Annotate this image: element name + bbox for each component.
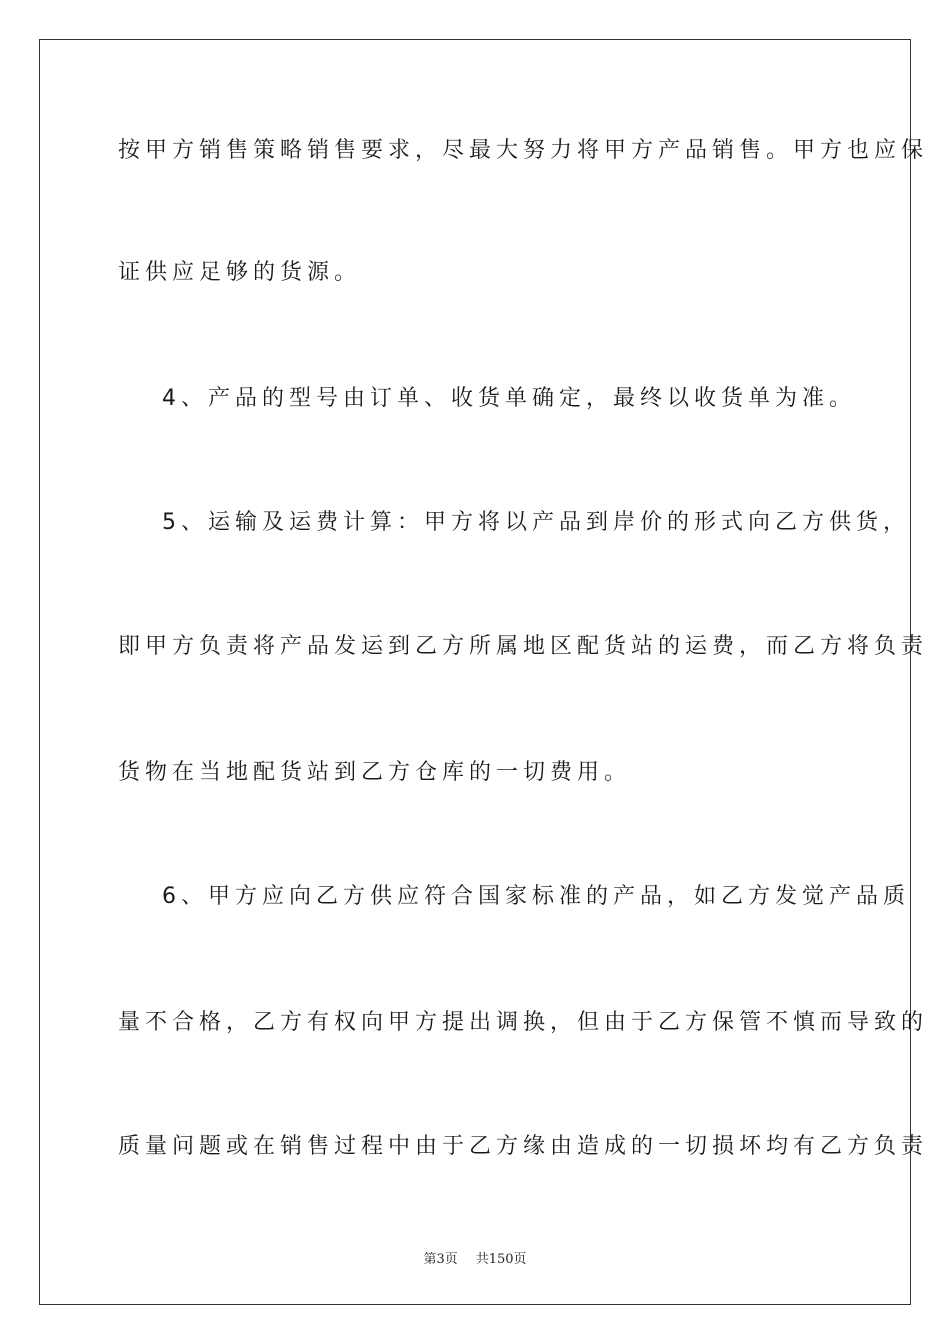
body-line-5: 即甲方负责将产品发运到乙方所属地区配货站的运费，而乙方将负责 (118, 634, 929, 659)
body-line-4: 5、运输及运费计算：甲方将以产品到岸价的形式向乙方供货， (162, 510, 910, 535)
body-line-6: 货物在当地配货站到乙方仓库的一切费用。 (118, 760, 632, 785)
page-number: 第3页 (423, 1252, 458, 1267)
body-line-3: 4、产品的型号由订单、收货单确定，最终以收货单为准。 (162, 386, 856, 411)
page-border (39, 39, 929, 1305)
body-line-1: 按甲方销售策略销售要求，尽最大努力将甲方产品销售。甲方也应保 (118, 138, 929, 163)
body-line-9: 质量问题或在销售过程中由于乙方缘由造成的一切损坏均有乙方负责 (118, 1134, 929, 1159)
body-line-2: 证供应足够的货源。 (118, 260, 362, 285)
page-total: 共150页 (475, 1252, 527, 1267)
page-footer (0, 1248, 950, 1267)
body-line-8: 量不合格，乙方有权向甲方提出调换，但由于乙方保管不慎而导致的 (118, 1010, 929, 1035)
body-line-7: 6、甲方应向乙方供应符合国家标准的产品，如乙方发觉产品质 (162, 884, 910, 909)
